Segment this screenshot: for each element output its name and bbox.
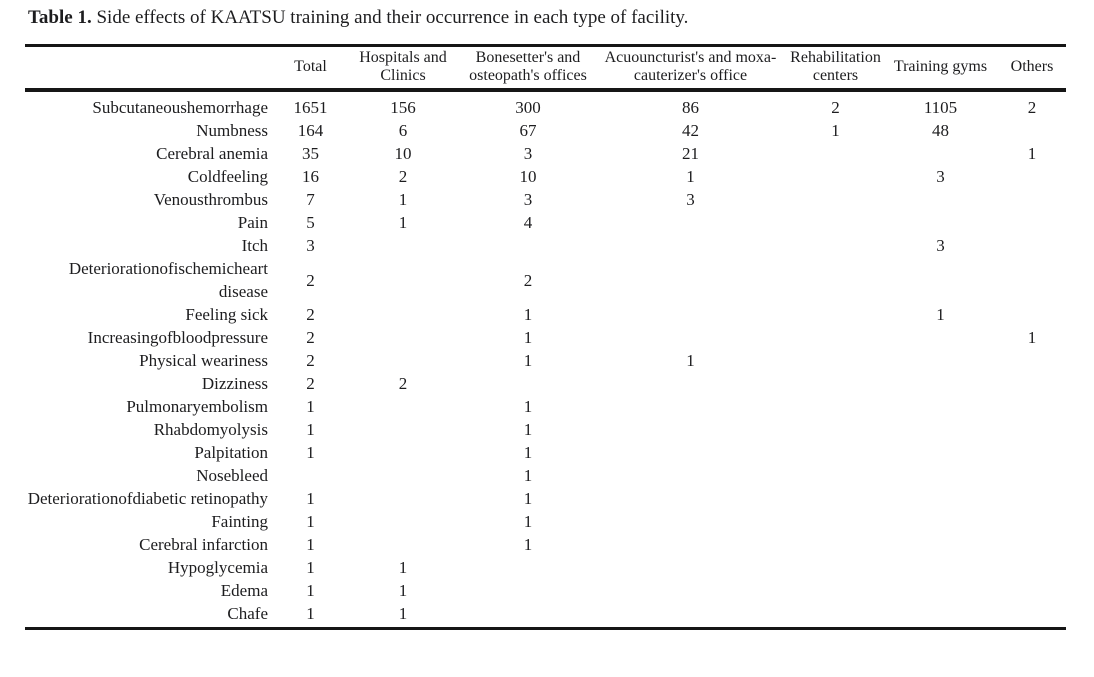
cell-value: 3 xyxy=(523,144,533,163)
cell-value: 67 xyxy=(519,121,537,140)
table-row xyxy=(25,188,1066,211)
cell-value xyxy=(593,602,788,629)
cell-value xyxy=(343,234,463,257)
table-row xyxy=(25,142,1066,165)
cell-value xyxy=(998,602,1066,629)
cell-value: 1 xyxy=(398,604,408,623)
cell-value xyxy=(343,418,463,441)
cell-value: 156 xyxy=(390,98,416,117)
cell-value: 2 xyxy=(398,374,408,393)
table-row xyxy=(25,165,1066,188)
cell-value xyxy=(278,464,343,487)
cell-value xyxy=(788,441,883,464)
cell-value: 42 xyxy=(682,121,699,140)
cell-value: 10 xyxy=(394,144,412,163)
table-row xyxy=(25,326,1066,349)
cell-value xyxy=(883,142,998,165)
cell-value: 2 xyxy=(306,305,315,324)
table-row xyxy=(25,579,1066,602)
table-row xyxy=(25,395,1066,418)
table-caption-text: Side effects of KAATSU training and their occurrence in each type of facility. xyxy=(91,7,689,28)
cell-value xyxy=(343,326,463,349)
cell-value xyxy=(593,303,788,326)
cell-value xyxy=(788,257,883,303)
cell-value xyxy=(788,418,883,441)
cell-value xyxy=(788,464,883,487)
cell-value xyxy=(998,349,1066,372)
row-label: Increasingofbloodpressure xyxy=(87,328,268,347)
cell-value: 1 xyxy=(523,535,533,554)
cell-value: 1 xyxy=(523,328,533,347)
row-label: Physical weariness xyxy=(139,351,268,370)
cell-value xyxy=(593,372,788,395)
cell-value xyxy=(788,556,883,579)
cell-value xyxy=(343,303,463,326)
cell-value: 1 xyxy=(1027,328,1037,347)
cell-value xyxy=(883,487,998,510)
cell-value: 21 xyxy=(682,144,699,163)
cell-value xyxy=(998,257,1066,303)
cell-value xyxy=(788,303,883,326)
cell-value xyxy=(998,464,1066,487)
cell-value xyxy=(998,556,1066,579)
header-others: Others xyxy=(998,46,1066,91)
cell-value xyxy=(463,556,593,579)
cell-value xyxy=(788,395,883,418)
row-label: Feeling sick xyxy=(185,305,268,324)
cell-value: 1 xyxy=(936,305,945,324)
header-bonesetters-osteopaths: Bonesetter's and osteopath's offices xyxy=(463,46,593,91)
cell-value xyxy=(343,441,463,464)
cell-value: 1 xyxy=(306,397,315,416)
cell-value xyxy=(343,533,463,556)
cell-value xyxy=(883,441,998,464)
cell-value: 6 xyxy=(398,121,408,140)
cell-value xyxy=(343,395,463,418)
row-label: Dizziness xyxy=(201,374,268,393)
cell-value: 164 xyxy=(297,121,324,140)
cell-value xyxy=(883,211,998,234)
header-training-gyms: Training gyms xyxy=(883,46,998,91)
cell-value xyxy=(343,510,463,533)
cell-value xyxy=(788,165,883,188)
cell-value xyxy=(788,533,883,556)
table-row xyxy=(25,441,1066,464)
cell-value: 2 xyxy=(523,270,533,290)
cell-value xyxy=(883,188,998,211)
cell-value: 2 xyxy=(831,98,840,117)
cell-value: 1 xyxy=(831,121,840,140)
table-header xyxy=(25,46,1066,91)
header-acupuncturists-moxa: Acuouncturist's and moxa-cauterizer's office xyxy=(593,46,788,91)
cell-value: 1 xyxy=(306,443,315,462)
cell-value: 2 xyxy=(398,167,408,186)
cell-value xyxy=(998,533,1066,556)
cell-value xyxy=(998,165,1066,188)
header-side-effect xyxy=(25,46,278,91)
row-label: Venousthrombus xyxy=(153,190,268,209)
table-row xyxy=(25,211,1066,234)
cell-value xyxy=(593,418,788,441)
cell-value: 1 xyxy=(523,305,533,324)
cell-value: 86 xyxy=(682,98,699,117)
cell-value xyxy=(593,326,788,349)
row-label: Edema xyxy=(220,581,268,600)
cell-value: 2 xyxy=(306,351,315,370)
cell-value xyxy=(998,510,1066,533)
cell-value xyxy=(788,142,883,165)
table-row xyxy=(25,533,1066,556)
cell-value: 1 xyxy=(523,397,533,416)
row-label: Pain xyxy=(237,213,268,232)
cell-value xyxy=(883,326,998,349)
cell-value: 7 xyxy=(306,190,315,209)
cell-value: 1 xyxy=(306,558,315,577)
row-label: Rhabdomyolysis xyxy=(153,420,268,439)
table-caption-label: Table 1. xyxy=(28,7,92,28)
table-row xyxy=(25,464,1066,487)
cell-value xyxy=(593,556,788,579)
cell-value: 1651 xyxy=(293,98,328,117)
cell-value xyxy=(788,510,883,533)
cell-value xyxy=(883,395,998,418)
cell-value: 2 xyxy=(306,328,315,347)
cell-value xyxy=(788,372,883,395)
cell-value xyxy=(998,119,1066,142)
cell-value: 3 xyxy=(936,167,945,186)
row-label: Fainting xyxy=(211,512,268,531)
cell-value xyxy=(998,303,1066,326)
cell-value xyxy=(788,487,883,510)
cell-value xyxy=(788,326,883,349)
cell-value xyxy=(883,464,998,487)
cell-value xyxy=(343,464,463,487)
cell-value: 1 xyxy=(398,190,408,209)
row-label: Hypoglycemia xyxy=(167,558,268,577)
table-row xyxy=(25,487,1066,510)
cell-value xyxy=(463,579,593,602)
cell-value xyxy=(998,188,1066,211)
cell-value xyxy=(883,602,998,629)
row-label: Cerebral anemia xyxy=(156,144,268,163)
table-row xyxy=(25,602,1066,629)
cell-value: 300 xyxy=(515,98,541,117)
cell-value: 1 xyxy=(686,167,695,186)
cell-value: 2 xyxy=(1027,98,1037,117)
cell-value: 1 xyxy=(306,420,315,439)
cell-value: 48 xyxy=(932,121,949,140)
cell-value xyxy=(593,257,788,303)
cell-value: 1 xyxy=(398,213,408,232)
cell-value: 1 xyxy=(523,351,533,370)
cell-value: 1 xyxy=(523,420,533,439)
cell-value: 3 xyxy=(306,236,315,255)
cell-value: 1 xyxy=(398,581,408,600)
cell-value xyxy=(883,510,998,533)
table-row xyxy=(25,90,1066,119)
cell-value xyxy=(463,602,593,629)
table-row xyxy=(25,119,1066,142)
cell-value xyxy=(998,395,1066,418)
cell-value: 10 xyxy=(519,167,537,186)
cell-value xyxy=(593,441,788,464)
cell-value: 3 xyxy=(686,190,695,209)
cell-value xyxy=(593,234,788,257)
cell-value xyxy=(463,234,593,257)
cell-value xyxy=(998,579,1066,602)
cell-value xyxy=(788,349,883,372)
row-label: Nosebleed xyxy=(196,466,268,485)
cell-value xyxy=(788,579,883,602)
cell-value xyxy=(343,257,463,303)
cell-value: 1 xyxy=(306,581,315,600)
cell-value: 4 xyxy=(523,213,533,232)
header-rehabilitation-centers: Rehabilitation centers xyxy=(788,46,883,91)
cell-value: 1 xyxy=(686,351,695,370)
cell-value xyxy=(593,533,788,556)
cell-value: 5 xyxy=(306,213,315,232)
cell-value: 3 xyxy=(523,190,533,209)
table-row xyxy=(25,303,1066,326)
row-label: Deteriorationofdiabetic retinopathy xyxy=(27,489,268,508)
cell-value xyxy=(998,418,1066,441)
row-label: Subcutaneoushemorrhage xyxy=(92,98,268,117)
cell-value xyxy=(998,487,1066,510)
cell-value: 1 xyxy=(306,535,315,554)
cell-value: 1 xyxy=(523,466,533,485)
cell-value xyxy=(883,257,998,303)
row-label: Pulmonaryembolism xyxy=(126,397,268,416)
cell-value xyxy=(788,602,883,629)
cell-value: 1 xyxy=(1027,144,1037,163)
cell-value xyxy=(593,464,788,487)
cell-value xyxy=(788,234,883,257)
cell-value: 3 xyxy=(936,236,945,255)
cell-value xyxy=(593,395,788,418)
cell-value xyxy=(883,349,998,372)
row-label: Numbness xyxy=(196,121,268,140)
cell-value: 1 xyxy=(306,512,315,531)
table-row xyxy=(25,372,1066,395)
cell-value: 1 xyxy=(306,604,315,623)
cell-value: 35 xyxy=(302,144,319,163)
cell-value xyxy=(998,211,1066,234)
cell-value xyxy=(998,441,1066,464)
header-hospitals-clinics: Hospitals and Clinics xyxy=(343,46,463,91)
cell-value xyxy=(883,579,998,602)
cell-value xyxy=(593,211,788,234)
cell-value: 1 xyxy=(523,512,533,531)
header-total: Total xyxy=(278,46,343,91)
cell-value: 16 xyxy=(302,167,319,186)
cell-value xyxy=(788,188,883,211)
row-label: Coldfeeling xyxy=(187,167,268,186)
row-label: Palpitation xyxy=(194,443,268,462)
table-row xyxy=(25,510,1066,533)
cell-value xyxy=(998,234,1066,257)
table-row xyxy=(25,349,1066,372)
cell-value xyxy=(883,418,998,441)
table-row xyxy=(25,418,1066,441)
cell-value xyxy=(788,211,883,234)
cell-value xyxy=(463,372,593,395)
cell-value xyxy=(998,372,1066,395)
cell-value xyxy=(343,349,463,372)
cell-value xyxy=(593,579,788,602)
row-label: Deteriorationofischemicheart disease xyxy=(68,259,268,301)
cell-value: 1 xyxy=(306,489,315,508)
table-body xyxy=(25,90,1066,629)
side-effects-table xyxy=(25,44,1066,630)
cell-value: 2 xyxy=(306,270,315,290)
table-caption xyxy=(28,6,1068,30)
cell-value xyxy=(883,556,998,579)
cell-value: 1 xyxy=(398,558,408,577)
cell-value: 1105 xyxy=(923,98,958,117)
table-row xyxy=(25,257,1066,303)
cell-value xyxy=(593,510,788,533)
table-row xyxy=(25,234,1066,257)
row-label: Chafe xyxy=(227,604,268,623)
row-label: Cerebral infarction xyxy=(139,535,268,554)
cell-value xyxy=(593,487,788,510)
cell-value xyxy=(343,487,463,510)
cell-value: 1 xyxy=(523,443,533,462)
header-row xyxy=(25,46,1066,91)
row-label: Itch xyxy=(241,236,268,255)
cell-value: 1 xyxy=(523,489,533,508)
cell-value xyxy=(883,372,998,395)
cell-value xyxy=(883,533,998,556)
table-row xyxy=(25,556,1066,579)
cell-value: 2 xyxy=(306,374,315,393)
